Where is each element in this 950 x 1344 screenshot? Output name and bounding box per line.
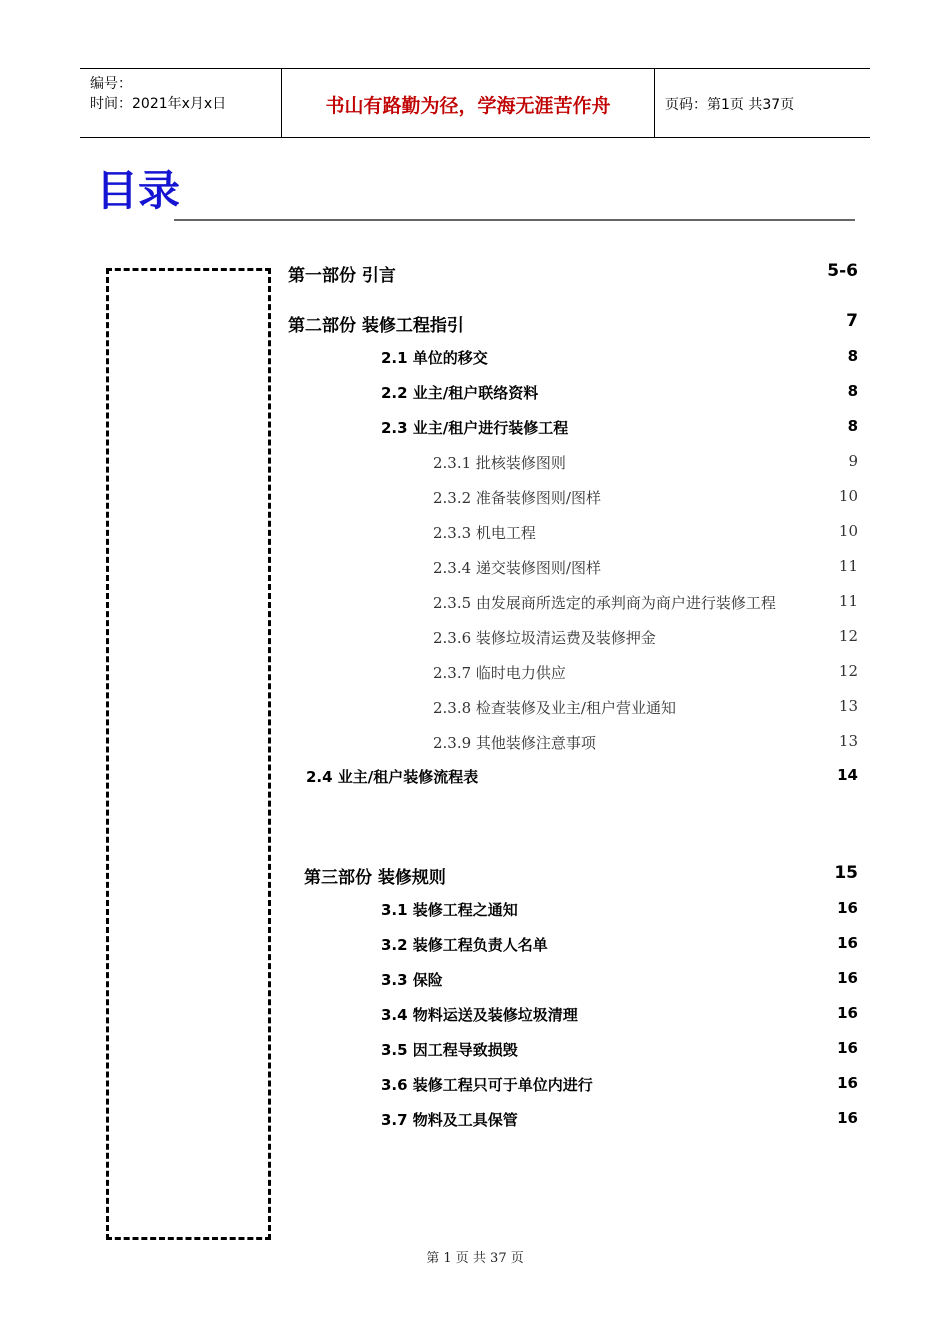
toc-entry-page: 12 <box>838 662 858 680</box>
toc-entry-label: 2.4 业主/租户装修流程表 <box>306 768 479 786</box>
toc-entry-2-3-3[interactable] <box>433 522 950 546</box>
toc-entry-page: 16 <box>837 1109 858 1127</box>
toc-entry-label: 第一部份 引言 <box>288 266 396 286</box>
toc-entry-part1[interactable] <box>288 261 950 285</box>
toc-entry-page: 10 <box>838 522 858 540</box>
toc-entry-2-4[interactable] <box>306 766 950 790</box>
toc-entry-label: 3.3 保险 <box>381 971 443 989</box>
toc-entry-page: 11 <box>838 592 858 610</box>
toc-entry-page: 10 <box>838 487 858 505</box>
toc-entry-label: 2.3.5 由发展商所选定的承判商为商户进行装修工程 <box>433 594 776 612</box>
toc-entry-label: 2.3.2 准备装修图则/图样 <box>433 489 601 507</box>
serial-label: 编号： <box>90 76 132 92</box>
toc-entry-3-7[interactable] <box>381 1109 950 1133</box>
toc-entry-page: 16 <box>837 1039 858 1057</box>
toc-entry-label: 2.3.9 其他装修注意事项 <box>433 734 596 752</box>
toc-entry-page: 8 <box>847 382 858 400</box>
time-label: 时间：2021年x月x日 <box>90 96 227 112</box>
toc-entry-2-3-8[interactable] <box>433 697 950 721</box>
toc-entry-3-1[interactable] <box>381 899 950 923</box>
toc-entry-part2[interactable] <box>288 311 950 335</box>
toc-entry-label: 2.3 业主/租户进行装修工程 <box>381 419 569 437</box>
dashed-frame <box>106 268 271 1240</box>
motto-text: 书山有路勤为径，学海无涯苦作舟 <box>325 95 611 117</box>
toc-entry-2-3-1[interactable] <box>433 452 950 476</box>
toc-entry-label: 第二部份 装修工程指引 <box>288 316 464 336</box>
page-footer: 第 1 页 共 37 页 <box>426 1251 524 1266</box>
toc-entry-page: 16 <box>837 934 858 952</box>
toc-entry-3-6[interactable] <box>381 1074 950 1098</box>
toc-entry-label: 2.3.3 机电工程 <box>433 524 536 542</box>
toc-entry-label: 3.5 因工程导致损毁 <box>381 1041 518 1059</box>
toc-entry-3-4[interactable] <box>381 1004 950 1028</box>
toc-entry-label: 2.3.6 装修垃圾清运费及装修押金 <box>433 629 656 647</box>
toc-entry-page: 8 <box>847 347 858 365</box>
toc-entry-label: 2.2 业主/租户联络资料 <box>381 384 539 402</box>
title-underline <box>174 219 855 221</box>
header-info-cell <box>80 69 282 137</box>
toc-entry-page: 16 <box>837 899 858 917</box>
toc-entry-page: 7 <box>846 311 858 331</box>
toc-entry-page: 16 <box>837 969 858 987</box>
toc-entry-3-3[interactable] <box>381 969 950 993</box>
toc-entry-part3[interactable] <box>304 863 950 887</box>
toc-entry-2-3-6[interactable] <box>433 627 950 651</box>
toc-entry-label: 3.2 装修工程负责人名单 <box>381 936 548 954</box>
toc-entry-page: 11 <box>838 557 858 575</box>
header-page-cell <box>655 69 870 137</box>
toc-entry-label: 2.3.1 批核装修图则 <box>433 454 566 472</box>
toc-entry-2-1[interactable] <box>381 347 950 371</box>
toc-entry-label: 2.3.8 检查装修及业主/租户营业通知 <box>433 699 676 717</box>
toc-entry-label: 3.7 物料及工具保管 <box>381 1111 518 1129</box>
page-header <box>80 68 870 138</box>
header-motto-cell <box>282 69 655 137</box>
toc-entry-2-3-2[interactable] <box>433 487 950 511</box>
toc-entry-2-3-7[interactable] <box>433 662 950 686</box>
toc-entry-label: 3.1 装修工程之通知 <box>381 901 518 919</box>
toc-entry-page: 15 <box>834 863 858 883</box>
toc-entry-page: 9 <box>848 452 858 470</box>
toc-entry-label: 第三部份 装修规则 <box>304 868 446 888</box>
toc-entry-label: 2.1 单位的移交 <box>381 349 488 367</box>
toc-entry-label: 2.3.4 递交装修图则/图样 <box>433 559 601 577</box>
toc-entry-2-3-5[interactable] <box>433 592 950 616</box>
toc-entry-2-2[interactable] <box>381 382 950 406</box>
page-code: 页码：第1页 共37页 <box>665 97 795 113</box>
toc-title: 目录 <box>96 166 181 215</box>
toc-entry-page: 5-6 <box>827 261 858 281</box>
toc-entry-page: 13 <box>838 697 858 715</box>
toc-entry-label: 2.3.7 临时电力供应 <box>433 664 566 682</box>
toc-entry-2-3-4[interactable] <box>433 557 950 581</box>
toc-entry-3-2[interactable] <box>381 934 950 958</box>
toc-entry-page: 8 <box>847 417 858 435</box>
toc-entry-page: 13 <box>838 732 858 750</box>
toc-entry-page: 12 <box>838 627 858 645</box>
toc-entry-label: 3.4 物料运送及装修垃圾清理 <box>381 1006 578 1024</box>
toc-entry-page: 16 <box>837 1074 858 1092</box>
toc-entry-2-3-9[interactable] <box>433 732 950 756</box>
toc-entry-label: 3.6 装修工程只可于单位内进行 <box>381 1076 593 1094</box>
toc-entry-page: 14 <box>837 766 858 784</box>
toc-entry-2-3[interactable] <box>381 417 950 441</box>
toc-entry-page: 16 <box>837 1004 858 1022</box>
toc-entry-3-5[interactable] <box>381 1039 950 1063</box>
